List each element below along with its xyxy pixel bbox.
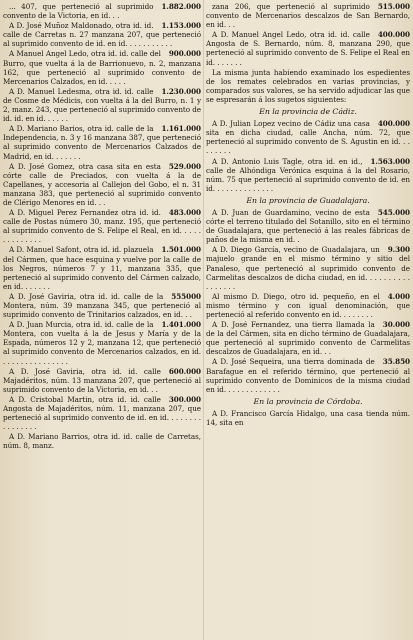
auction-entry — [3, 245, 201, 290]
entry-amount: 515.000 — [377, 2, 410, 11]
entry-amount: 35.850 — [382, 357, 410, 367]
entry-text: A D. Mariano Barios, otra id. calle de la Independencia, n. 3 y 16 manzana 387, que perteneció al suprimido convento de Mercenarios Calzados de Madrid, en id. . . . . . . — [3, 124, 201, 161]
entry-amount: 400.000 — [377, 30, 410, 40]
auction-entry — [3, 49, 201, 85]
entry-amount: 483.000 — [168, 208, 201, 218]
entry-amount: 1.401.000 — [161, 320, 201, 330]
entry-text: A D. Manuel Angel Ledo, otra id. id. calle Angosta de S. Bernardo, núm. 8, manzana 290, que perteneció al suprimido convento de S. Felipe el Real en id. . . . . . . — [206, 30, 410, 67]
entry-text: A D. José Gaviria, otra id. id. calle de la Montera, núm. 39 manzana 345, que perteneció al suprimido convento de Trinitarios calzados, en id. . . — [3, 291, 201, 320]
auction-entry — [206, 245, 410, 290]
entry-amount: 600.000 — [168, 366, 201, 376]
entry-text: A D. Miguel Perez Fernandez otra id. id. calle de Postas número 30, manz. 195, que perteneció al suprimido convento de S. Felipe el Real, en id. . . . . . . . . . . . . . — [3, 208, 201, 245]
auction-entry — [3, 367, 201, 394]
left-column — [3, 2, 201, 452]
auction-entry — [3, 395, 201, 431]
entry-amount: 545.000 — [377, 207, 410, 217]
entry-text: Al mismo D. Diego, otro id. pequeño, en el mismo término y con igual denominación, que perteneció al referido convento en id. . . . . . . . — [206, 291, 410, 319]
column-divider — [203, 0, 204, 640]
entry-amount: 400.000 — [377, 119, 410, 129]
entry-amount: 555000 — [171, 291, 201, 301]
entry-amount: 9.300 — [387, 245, 410, 255]
entry-amount: 900.000 — [168, 49, 201, 59]
entry-text: A D. Juan de Guardamino, vecino de esta córte el terreno titulado del Sotanillo, sito en el término de Guadalajara, que perteneció á las reales fábricas de paños de la misma en id. . — [206, 207, 410, 245]
entry-text: La misma junta habiendo examinado los espedientes de los remates celebrados en varias provincias, y comparados sus valores, se ha servido adjudicar las que se espresarán á los sugetos siguientes: — [206, 67, 410, 104]
entry-text: zana 206, que perteneció al suprimido convento de Mercenarios descalzos de San Bernardo, en id. . . — [206, 2, 410, 30]
entry-text: A D. Mariano Barrios, otra id. id. calle de Carretas, núm. 8, manz. — [3, 432, 201, 451]
entry-text: A D. Manuel Safont, otra id. id. plazuela del Cármen, que hace esquina y vuelve por la calle de los Negros, números 7 y 11, manzana 335, que perteneció al suprimido convento del Cármen calzado, en id. . . . . . . — [3, 245, 201, 291]
auction-entry — [3, 320, 201, 365]
entry-text: A D. Antonio Luis Tagle, otra id. en id., calle de Alhóndiga Verónica esquina á la del Rosario, núm. 75 que perteneció al suprimido convento de id. en id. . . . . . . . . . . . . . — [206, 156, 410, 193]
auction-entry — [3, 87, 201, 123]
entry-text: A D. José Gomez, otra casa sita en esta córte calle de Preciados, con vuelta á la de Capellanes, y accesoria al Callejon del Gobo, el n. 31 manzana 383, que perteneció al suprimido convento de Clérigo Menores en id. . . — [3, 161, 201, 207]
auction-entry — [206, 357, 410, 393]
entry-text: A D. Francisco García Hidalgo, una casa tienda núm. 14, sita en — [206, 408, 410, 428]
auction-entry — [206, 292, 410, 319]
entry-amount: 1.230.000 — [161, 86, 201, 96]
auction-entry — [3, 432, 201, 450]
entry-amount: 1.501.000 — [161, 245, 201, 255]
right-column — [206, 2, 410, 428]
auction-entry — [206, 208, 410, 244]
auction-entry — [3, 162, 201, 207]
auction-entry — [3, 21, 201, 48]
entry-amount: 30.000 — [382, 320, 410, 330]
entry-amount: 1.161.000 — [161, 124, 201, 134]
entry-text: A D. Juan Murcia, otra id. id. calle de la Montera, con vuelta á la de Jesus y María y de la Espada, números 12 y 2, manzana 12, que perteneció al suprimido convento de Mercenarios calzados, en id. . . . . . . . . . . . . . . . — [3, 320, 201, 366]
auction-entry — [206, 409, 410, 427]
entry-amount: 1.153.000 — [161, 21, 201, 31]
auction-entry — [3, 208, 201, 244]
entry-amount: 1.563.000 — [370, 156, 410, 166]
entry-text: A D. Manuel Ledesma, otra id. id. calle de Cosme de Médicis, con vuelta á la del Burro, n. 1 y 2, manz. 243, que perteneció al suprimido convento de id. id. en id. . . . . . — [3, 86, 202, 124]
entry-text: ... 407, que perteneció al suprimido convento de la Victoria, en id. . . — [3, 2, 154, 21]
entry-text: A D. Diego García, vecino de Guadalajara, un majuelo grande en el mismo término y sitio del Panaleso, que perteneció al suprimido convento de Carmelitas descalzos de dicha ciudad, en id. . . . . . . . . . . . . . . . . — [206, 245, 410, 291]
entry-amount: 1.882.000 — [161, 2, 201, 11]
entry-text: A D. Cristobal Martin, otra id. id. calle Angosta de Majadéritos, núm. 11, manzana 207, que perteneció al suprimido convento de id. en id. . . . . . . . . . . . . . . . — [3, 394, 201, 432]
entry-text: A Manuel Angel Ledo, otra id. id. calle del Burro, que vuelta á la de Barrionuevo, n. 2, manzana 162, que perteneció al suprimido convento de Mercenarios Calzados, en id. . . . . — [3, 49, 201, 86]
entry-text: A D. Julian Lopez vecino de Cádiz una casa sita en dicha ciudad, calle Ancha, núm. 72, que perteneció al suprimido convento de S. Agustin en id. . . . . . . . . — [206, 119, 410, 156]
entry-text: A D. José Muñoz Maldonado, otra id. id. calle de Carretas n. 27 manzana 207, que perteneció al suprimido convento de id. en id. . . . . . . . . . . — [3, 21, 201, 49]
province-heading: En la provincia de Córdoba. — [253, 396, 363, 406]
entry-text: A D. José Gaviria, otra id. id. calle Majadéritos, núm. 13 manzana 207, que perteneció al suprimido convento de la Victoria, en id. . . — [3, 366, 201, 394]
entry-amount: 300.000 — [168, 394, 201, 404]
entry-amount: 529.000 — [168, 161, 201, 171]
auction-entry — [206, 119, 410, 155]
auction-entry — [3, 292, 201, 319]
province-heading: En la provincia de Cádiz. — [259, 107, 357, 117]
auction-entry — [206, 68, 410, 104]
auction-entry — [3, 124, 201, 160]
auction-entry — [206, 320, 410, 356]
auction-entry — [206, 30, 410, 66]
entry-text: A D. José Sequeira, una tierra dominada de Barafague en el referido término, que perteneció al suprimido convento de Dominicos de la misma ciudad en id. . . . . . . . . . . . . — [206, 357, 410, 394]
province-heading: En la provincia de Guadalajara. — [246, 195, 370, 205]
auction-entry — [206, 2, 410, 29]
entry-amount: 4.000 — [387, 291, 410, 301]
auction-entry — [206, 157, 410, 193]
entry-text: A D. José Fernandez, una tierra llamada la de la del Cármen, sita en dicho término de Guadalajara, que perteneció al suprimido convento de Carmelitas descalzos de Guadalajara, en id. . . — [206, 320, 410, 357]
auction-entry — [3, 2, 201, 20]
